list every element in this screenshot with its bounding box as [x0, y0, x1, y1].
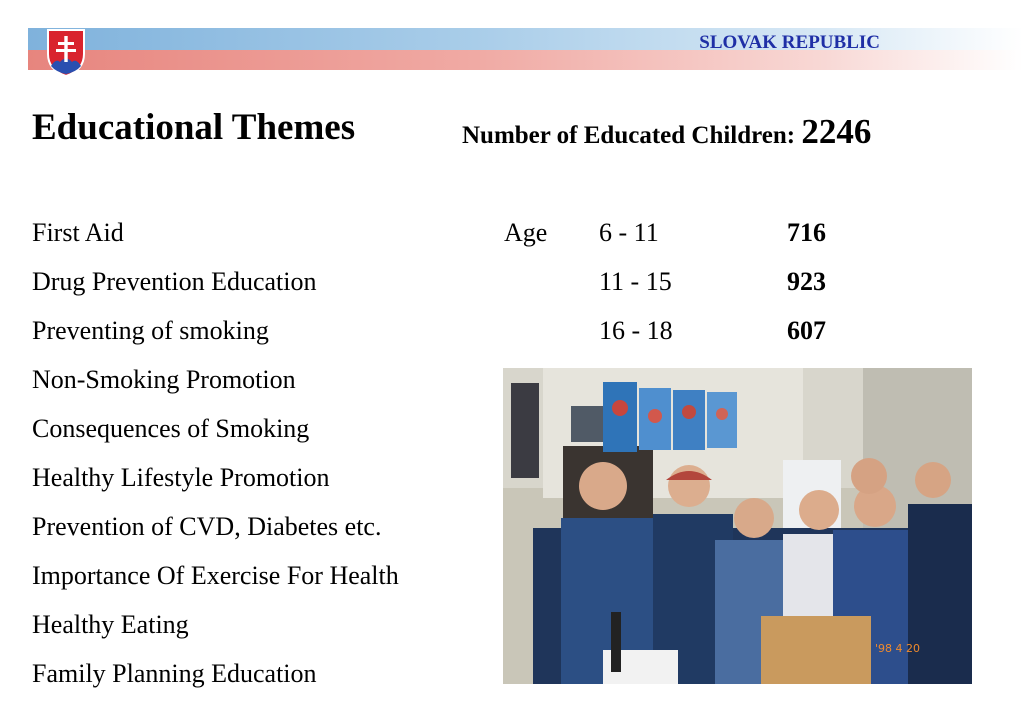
theme-item: Healthy Lifestyle Promotion	[32, 463, 330, 492]
theme-item: Drug Prevention Education	[32, 267, 317, 296]
theme-item: Non-Smoking Promotion	[32, 365, 296, 394]
theme-item: Family Planning Education	[32, 659, 317, 688]
age-range: 11 - 15	[599, 267, 672, 296]
slovak-coat-of-arms-icon	[46, 28, 86, 78]
country-name: SLOVAK REPUBLIC	[699, 32, 880, 53]
theme-item: Prevention of CVD, Diabetes etc.	[32, 512, 382, 541]
theme-item: Consequences of Smoking	[32, 414, 310, 443]
age-count: 923	[787, 267, 826, 296]
count-value: 2246	[801, 112, 872, 151]
theme-item: Preventing of smoking	[32, 316, 269, 345]
educated-children-count	[462, 110, 871, 158]
age-count: 607	[787, 316, 826, 345]
age-row	[504, 306, 844, 355]
count-label: Number of Educated Children:	[462, 122, 796, 149]
theme-item: Importance Of Exercise For Health	[32, 561, 399, 590]
age-count: 716	[787, 218, 826, 247]
themes-list	[32, 208, 399, 698]
page-title: Educational Themes	[32, 107, 356, 148]
age-range: 6 - 11	[599, 218, 659, 247]
age-row	[504, 208, 844, 257]
age-label: Age	[504, 218, 548, 247]
age-row	[504, 257, 844, 306]
theme-item: Healthy Eating	[32, 610, 189, 639]
photo-date-stamp: '98 4 20	[875, 642, 921, 655]
theme-item: First Aid	[32, 218, 124, 247]
age-group-table	[504, 208, 844, 355]
classroom-photo-illustration	[503, 368, 972, 684]
classroom-photo	[503, 368, 972, 684]
age-range: 16 - 18	[599, 316, 673, 345]
